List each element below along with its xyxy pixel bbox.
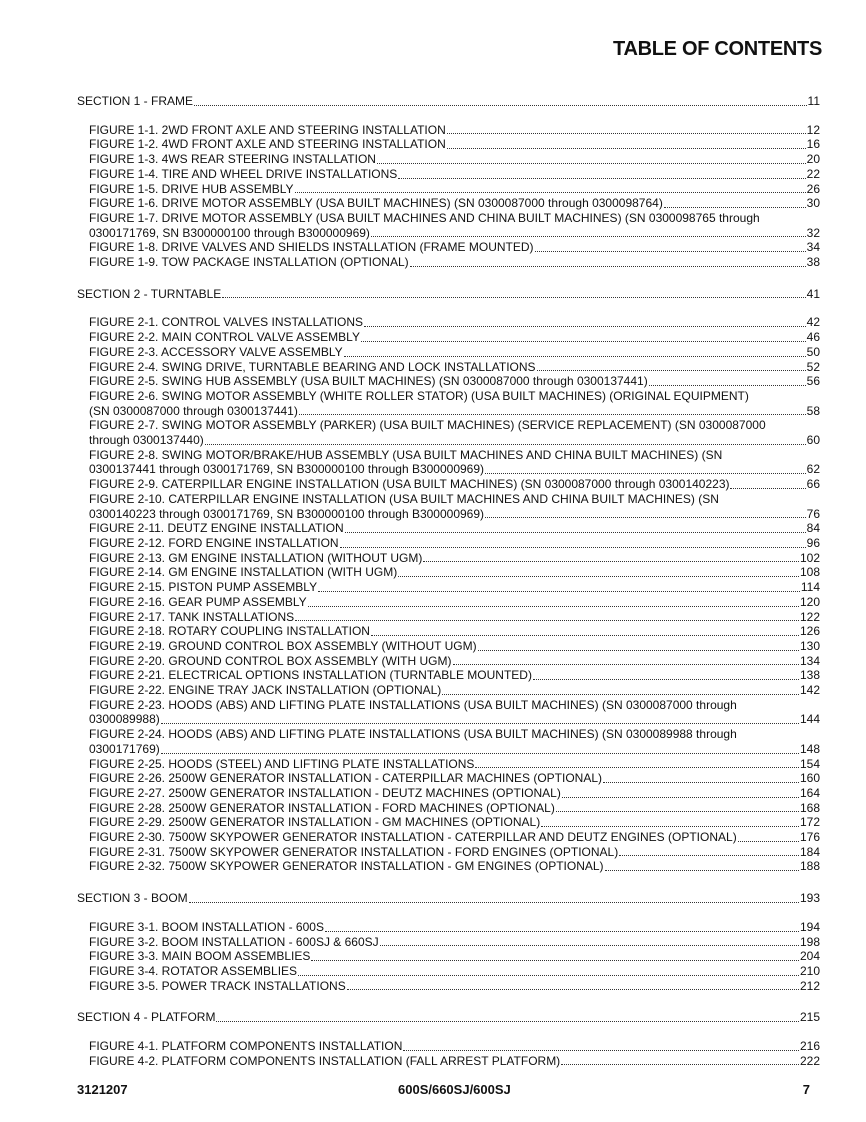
- toc-figure-entry-page: 32: [806, 225, 820, 240]
- toc-figure-entry-title: FIGURE 3-1. BOOM INSTALLATION - 600S: [89, 919, 324, 934]
- dot-leader: [485, 473, 806, 474]
- page-number: 7: [802, 1082, 810, 1097]
- dot-leader: [364, 326, 806, 327]
- toc-figure-entry-page: 16: [806, 137, 820, 152]
- toc-figure-entry[interactable]: [77, 433, 820, 448]
- toc-figure-entry-title: FIGURE 2-3. ACCESSORY VALVE ASSEMBLY: [89, 344, 343, 359]
- toc-figure-entry[interactable]: [77, 624, 820, 639]
- toc-figure-entry-title: FIGURE 2-30. 7500W SKYPOWER GENERATOR INSTALLATION - CATERPILLAR AND DEUTZ ENGINES (OPTIONAL): [89, 830, 737, 845]
- toc-figure-entry-title: FIGURE 2-11. DEUTZ ENGINE INSTALLATION: [89, 521, 344, 536]
- toc-figure-entry-page: 164: [799, 785, 820, 800]
- dot-leader: [325, 931, 799, 932]
- toc-figure-entry-title: FIGURE 2-15. PISTON PUMP ASSEMBLY: [89, 580, 318, 595]
- toc-figure-entry[interactable]: [77, 668, 820, 683]
- dot-leader: [347, 989, 799, 990]
- dot-leader: [649, 385, 806, 386]
- dot-leader: [562, 797, 799, 798]
- toc-figure-entry-page: 50: [806, 344, 820, 359]
- toc-figure-entry[interactable]: [77, 182, 820, 197]
- dot-leader: [205, 444, 806, 445]
- toc-figure-entry[interactable]: [77, 964, 820, 979]
- dot-leader: [361, 341, 806, 342]
- dot-leader: [216, 1021, 799, 1022]
- dot-leader: [371, 236, 806, 237]
- toc-figure-entry[interactable]: [77, 315, 820, 330]
- toc-figure-entry-page: 58: [806, 403, 820, 418]
- dot-leader: [664, 207, 806, 208]
- toc-section-entry-page: 215: [799, 1010, 820, 1025]
- toc-section-entry[interactable]: [77, 1010, 820, 1025]
- toc-figure-entry-title: FIGURE 1-4. TIRE AND WHEEL DRIVE INSTALLATIONS: [89, 166, 398, 181]
- toc-figure-entry-page: 130: [799, 638, 820, 653]
- toc-figure-entry-title: FIGURE 2-31. 7500W SKYPOWER GENERATOR INSTALLATION - FORD ENGINES (OPTIONAL): [89, 844, 619, 859]
- toc-figure-entry[interactable]: [77, 345, 820, 360]
- toc-section-entry[interactable]: [77, 94, 820, 109]
- dot-leader: [345, 532, 806, 533]
- toc-figure-entry-page: 20: [806, 152, 820, 167]
- toc-figure-entry-page: 38: [806, 255, 820, 270]
- dot-leader: [478, 650, 799, 651]
- toc-figure-entry-page: 148: [799, 741, 820, 756]
- toc-figure-entry[interactable]: [77, 551, 820, 566]
- toc-figure-entry-page: 142: [799, 683, 820, 698]
- toc-figure-entry[interactable]: [77, 1054, 820, 1069]
- toc-figure-entry[interactable]: [77, 137, 820, 152]
- toc-figure-entry[interactable]: [77, 462, 820, 477]
- toc-figure-entry[interactable]: [77, 595, 820, 610]
- toc-figure-entry-page: 84: [806, 521, 820, 536]
- toc-figure-entry-title: FIGURE 3-5. POWER TRACK INSTALLATIONS: [89, 978, 346, 993]
- dot-leader: [423, 561, 799, 562]
- toc-figure-entry-page: 198: [799, 934, 820, 949]
- dot-leader: [410, 266, 806, 267]
- toc-figure-entry[interactable]: [77, 920, 820, 935]
- toc-figure-entry-page: 34: [806, 240, 820, 255]
- toc-figure-entry-page: 46: [806, 330, 820, 345]
- dot-leader: [605, 870, 799, 871]
- toc-figure-entry[interactable]: [77, 949, 820, 964]
- toc-figure-entry-page: 30: [806, 196, 820, 211]
- toc-figure-entry-title: 0300089988): [89, 712, 160, 727]
- toc-figure-entry[interactable]: [77, 507, 820, 522]
- toc-figure-entry-title: FIGURE 1-8. DRIVE VALVES AND SHIELDS INSTALLATION (FRAME MOUNTED): [89, 240, 534, 255]
- toc-figure-entry[interactable]: [77, 240, 820, 255]
- toc-figure-entry-title: FIGURE 4-2. PLATFORM COMPONENTS INSTALLATION (FALL ARREST PLATFORM): [89, 1053, 561, 1068]
- toc-figure-entry-title: FIGURE 2-21. ELECTRICAL OPTIONS INSTALLATION (TURNTABLE MOUNTED): [89, 668, 532, 683]
- dot-leader: [475, 767, 799, 768]
- dot-leader: [398, 178, 805, 179]
- toc-figure-entry[interactable]: [77, 786, 820, 801]
- toc-figure-entry-page: 12: [806, 122, 820, 137]
- dot-leader: [318, 591, 800, 592]
- model-names: 600S/660SJ/600SJ: [398, 1082, 511, 1097]
- page-title: TABLE OF CONTENTS: [613, 38, 822, 60]
- toc-figure-entry-page: 138: [799, 668, 820, 683]
- toc-figure-entry-title: FIGURE 2-18. ROTARY COUPLING INSTALLATION: [89, 624, 370, 639]
- toc-figure-entry-page: 108: [799, 565, 820, 580]
- toc-figure-entry-page: 160: [799, 771, 820, 786]
- toc-figure-entry-page: 216: [799, 1039, 820, 1054]
- toc-figure-entry[interactable]: [77, 742, 820, 757]
- dot-leader: [619, 855, 799, 856]
- toc-figure-entry-page: 120: [799, 594, 820, 609]
- toc-figure-entry-line1[interactable]: FIGURE 2-8. SWING MOTOR/BRAKE/HUB ASSEMBLY (USA BUILT MACHINES AND CHINA BUILT MACHINES) (SN: [89, 447, 723, 462]
- toc-section-entry-title: SECTION 4 - PLATFORM: [77, 1010, 216, 1025]
- toc-figure-entry-title: FIGURE 1-2. 4WD FRONT AXLE AND STEERING INSTALLATION: [89, 137, 446, 152]
- toc-figure-entry-title: FIGURE 2-1. CONTROL VALVES INSTALLATIONS: [89, 315, 364, 330]
- dot-leader: [371, 635, 799, 636]
- toc-figure-entry-title: FIGURE 2-12. FORD ENGINE INSTALLATION: [89, 535, 339, 550]
- toc-figure-entry-title: through 0300137440): [89, 433, 204, 448]
- toc-figure-entry-page: 176: [799, 830, 820, 845]
- dot-leader: [730, 488, 805, 489]
- dot-leader: [447, 133, 806, 134]
- toc-figure-entry-page: 102: [799, 550, 820, 565]
- toc-figure-entry-line1[interactable]: FIGURE 2-10. CATERPILLAR ENGINE INSTALLATION (USA BUILT MACHINES AND CHINA BUILT MACHINES) (SN: [89, 491, 719, 506]
- toc-figure-entry[interactable]: [77, 859, 820, 874]
- toc-figure-entry-title: FIGURE 1-6. DRIVE MOTOR ASSEMBLY (USA BUILT MACHINES) (SN 0300087000 through 0300098764): [89, 196, 663, 211]
- toc-figure-entry[interactable]: [77, 757, 820, 772]
- toc-figure-entry[interactable]: [77, 830, 820, 845]
- toc-figure-entry-page: 126: [799, 624, 820, 639]
- dot-leader: [377, 163, 806, 164]
- toc-figure-entry-line1[interactable]: FIGURE 2-24. HOODS (ABS) AND LIFTING PLATE INSTALLATIONS (USA BUILT MACHINES) (SN 0300089988 through: [89, 727, 737, 742]
- toc-figure-entry-page: 204: [799, 949, 820, 964]
- toc-figure-entry[interactable]: [77, 1039, 820, 1054]
- toc-figure-entry-page: 144: [799, 712, 820, 727]
- toc-figure-entry-title: FIGURE 1-3. 4WS REAR STEERING INSTALLATION: [89, 152, 376, 167]
- toc-figure-entry-page: 188: [799, 859, 820, 874]
- dot-leader: [398, 576, 799, 577]
- dot-leader: [738, 841, 799, 842]
- toc-figure-entry-title: FIGURE 4-1. PLATFORM COMPONENTS INSTALLATION: [89, 1039, 403, 1054]
- dot-leader: [442, 694, 799, 695]
- document-number: 3121207: [77, 1082, 128, 1097]
- toc-figure-entry-title: FIGURE 3-3. MAIN BOOM ASSEMBLIES: [89, 949, 311, 964]
- toc-figure-entry-page: 56: [806, 374, 820, 389]
- dot-leader: [380, 945, 799, 946]
- toc-figure-entry-title: FIGURE 2-32. 7500W SKYPOWER GENERATOR INSTALLATION - GM ENGINES (OPTIONAL): [89, 859, 604, 874]
- toc-section-entry[interactable]: [77, 891, 820, 906]
- toc-figure-entry[interactable]: [77, 639, 820, 654]
- toc-figure-entry-page: 122: [799, 609, 820, 624]
- toc-figure-entry[interactable]: [77, 330, 820, 345]
- dot-leader: [561, 1064, 799, 1065]
- toc-figure-entry[interactable]: [77, 771, 820, 786]
- toc-figure-entry-page: 172: [799, 815, 820, 830]
- toc-section-entry-page: 11: [807, 94, 820, 108]
- toc-figure-entry[interactable]: [77, 801, 820, 816]
- dot-leader: [603, 782, 799, 783]
- dot-leader: [308, 606, 799, 607]
- toc-figure-entry-line1[interactable]: FIGURE 1-7. DRIVE MOTOR ASSEMBLY (USA BUILT MACHINES AND CHINA BUILT MACHINES) (SN 0300098765 through: [89, 210, 760, 225]
- dot-leader: [537, 370, 806, 371]
- toc-figure-entry-title: FIGURE 2-13. GM ENGINE INSTALLATION (WITHOUT UGM): [89, 550, 423, 565]
- dot-leader: [453, 664, 799, 665]
- toc-figure-entry-title: 0300171769): [89, 741, 160, 756]
- toc-figure-entry-title: FIGURE 2-19. GROUND CONTROL BOX ASSEMBLY (WITHOUT UGM): [89, 638, 477, 653]
- dot-leader: [161, 723, 799, 724]
- toc-figure-entry-page: 66: [806, 477, 820, 492]
- toc-figure-entry-title: FIGURE 3-2. BOOM INSTALLATION - 600SJ & 660SJ: [89, 934, 379, 949]
- dot-leader: [311, 960, 799, 961]
- toc-section-entry[interactable]: [77, 287, 820, 302]
- toc-figure-entry-title: FIGURE 3-4. ROTATOR ASSEMBLIES: [89, 963, 298, 978]
- dot-leader: [299, 414, 806, 415]
- toc-figure-entry[interactable]: [77, 654, 820, 669]
- toc-figure-entry-title: FIGURE 1-1. 2WD FRONT AXLE AND STEERING INSTALLATION: [89, 122, 446, 137]
- dot-leader: [295, 192, 806, 193]
- toc-figure-entry-title: FIGURE 2-27. 2500W GENERATOR INSTALLATION - DEUTZ MACHINES (OPTIONAL): [89, 785, 561, 800]
- toc-section-entry-page: 41: [806, 286, 820, 301]
- toc-figure-entry[interactable]: [77, 610, 820, 625]
- toc-figure-entry[interactable]: [77, 845, 820, 860]
- toc-figure-entry-title: FIGURE 2-14. GM ENGINE INSTALLATION (WITH UGM): [89, 565, 398, 580]
- toc-figure-entry-title: FIGURE 2-20. GROUND CONTROL BOX ASSEMBLY (WITH UGM): [89, 653, 452, 668]
- toc-figure-entry-line1[interactable]: FIGURE 2-6. SWING MOTOR ASSEMBLY (WHITE ROLLER STATOR) (USA BUILT MACHINES) (ORIGINAL EQUIPMENT): [89, 388, 749, 403]
- toc-figure-entry[interactable]: [77, 477, 820, 492]
- toc-figure-entry[interactable]: [77, 565, 820, 580]
- toc-section-entry-title: SECTION 1 - FRAME: [77, 94, 194, 108]
- toc-figure-entry-page: 62: [806, 462, 820, 477]
- toc-figure-entry[interactable]: [77, 255, 820, 270]
- toc-figure-entry[interactable]: [77, 979, 820, 994]
- toc-figure-entry-title: FIGURE 2-16. GEAR PUMP ASSEMBLY: [89, 594, 307, 609]
- toc-figure-entry-title: FIGURE 2-17. TANK INSTALLATIONS: [89, 609, 295, 624]
- dot-leader: [535, 251, 806, 252]
- toc-section-entry-title: SECTION 3 - BOOM: [77, 891, 188, 906]
- toc-figure-entry-title: (SN 0300087000 through 0300137441): [89, 403, 298, 418]
- toc-figure-entry[interactable]: [77, 683, 820, 698]
- toc-figure-entry-title: FIGURE 2-26. 2500W GENERATOR INSTALLATION - CATERPILLAR MACHINES (OPTIONAL): [89, 771, 602, 786]
- toc-figure-entry-page: 114: [800, 580, 820, 595]
- toc-figure-entry-title: FIGURE 2-4. SWING DRIVE, TURNTABLE BEARING AND LOCK INSTALLATIONS: [89, 359, 536, 374]
- toc-figure-entry[interactable]: [77, 152, 820, 167]
- toc-figure-entry-title: FIGURE 2-5. SWING HUB ASSEMBLY (USA BUILT MACHINES) (SN 0300087000 through 0300137441): [89, 374, 648, 389]
- toc-figure-entry-page: 26: [806, 181, 820, 196]
- dot-leader: [447, 148, 806, 149]
- toc-figure-entry-title: 0300140223 through 0300171769, SN B300000100 through B300000969): [89, 506, 485, 521]
- toc-figure-entry-page: 222: [799, 1053, 820, 1068]
- toc-figure-entry-title: FIGURE 2-9. CATERPILLAR ENGINE INSTALLATION (USA BUILT MACHINES) (SN 0300087000 through 0300140223): [89, 477, 730, 492]
- toc-figure-entry-title: FIGURE 2-29. 2500W GENERATOR INSTALLATION - GM MACHINES (OPTIONAL): [89, 815, 541, 830]
- toc-figure-entry[interactable]: [77, 123, 820, 138]
- dot-leader: [485, 517, 806, 518]
- toc-figure-entry-title: 0300171769, SN B300000100 through B300000969): [89, 225, 370, 240]
- dot-leader: [340, 547, 806, 548]
- toc-figure-entry-page: 184: [799, 844, 820, 859]
- toc-figure-entry[interactable]: [77, 712, 820, 727]
- dot-leader: [403, 1050, 799, 1051]
- dot-leader: [161, 753, 799, 754]
- toc-figure-entry-title: FIGURE 2-22. ENGINE TRAY JACK INSTALLATION (OPTIONAL): [89, 683, 442, 698]
- toc-figure-entry[interactable]: [77, 404, 820, 419]
- dot-leader: [189, 902, 799, 903]
- toc-figure-entry-page: 154: [799, 756, 820, 771]
- dot-leader: [344, 356, 806, 357]
- toc-figure-entry[interactable]: [77, 935, 820, 950]
- toc-figure-entry-line1[interactable]: FIGURE 2-23. HOODS (ABS) AND LIFTING PLATE INSTALLATIONS (USA BUILT MACHINES) (SN 0300087000 through: [89, 697, 737, 712]
- toc-section-entry-page: 193: [799, 891, 820, 906]
- toc-figure-entry[interactable]: [77, 226, 820, 241]
- toc-figure-entry[interactable]: [77, 536, 820, 551]
- toc-figure-entry-title: FIGURE 1-9. TOW PACKAGE INSTALLATION (OPTIONAL): [89, 255, 409, 270]
- toc-figure-entry-title: FIGURE 2-28. 2500W GENERATOR INSTALLATION - FORD MACHINES (OPTIONAL): [89, 800, 555, 815]
- toc-figure-entry-page: 168: [799, 800, 820, 815]
- toc-figure-entry-page: 22: [806, 166, 820, 181]
- toc-figure-entry-title: FIGURE 1-5. DRIVE HUB ASSEMBLY: [89, 181, 294, 196]
- dot-leader: [194, 105, 807, 106]
- toc-figure-entry-title: FIGURE 2-25. HOODS (STEEL) AND LIFTING PLATE INSTALLATIONS: [89, 756, 475, 771]
- dot-leader: [298, 975, 799, 976]
- dot-leader: [533, 679, 799, 680]
- toc-figure-entry-page: 96: [806, 535, 820, 550]
- table-of-contents: [77, 91, 820, 1068]
- toc-figure-entry-page: 76: [806, 506, 820, 521]
- dot-leader: [541, 826, 799, 827]
- toc-figure-entry-page: 210: [799, 963, 820, 978]
- toc-figure-entry-page: 212: [799, 978, 820, 993]
- dot-leader: [295, 620, 799, 621]
- toc-figure-entry-line1[interactable]: FIGURE 2-7. SWING MOTOR ASSEMBLY (PARKER) (USA BUILT MACHINES) (SERVICE REPLACEMENT) (SN 0300087000: [89, 418, 766, 433]
- toc-figure-entry-title: 0300137441 through 0300171769, SN B300000100 through B300000969): [89, 462, 485, 477]
- toc-figure-entry-page: 194: [799, 919, 820, 934]
- toc-figure-entry-title: FIGURE 2-2. MAIN CONTROL VALVE ASSEMBLY: [89, 330, 360, 345]
- dot-leader: [222, 297, 805, 298]
- toc-figure-entry[interactable]: [77, 580, 820, 595]
- toc-figure-entry[interactable]: [77, 196, 820, 211]
- dot-leader: [556, 811, 799, 812]
- toc-figure-entry[interactable]: [77, 521, 820, 536]
- toc-figure-entry-page: 134: [799, 653, 820, 668]
- toc-figure-entry[interactable]: [77, 815, 820, 830]
- toc-figure-entry[interactable]: [77, 374, 820, 389]
- toc-figure-entry-page: 60: [806, 433, 820, 448]
- toc-figure-entry-page: 52: [806, 359, 820, 374]
- toc-figure-entry[interactable]: [77, 360, 820, 375]
- toc-figure-entry-page: 42: [806, 315, 820, 330]
- toc-section-entry-title: SECTION 2 - TURNTABLE: [77, 286, 222, 301]
- toc-figure-entry[interactable]: [77, 167, 820, 182]
